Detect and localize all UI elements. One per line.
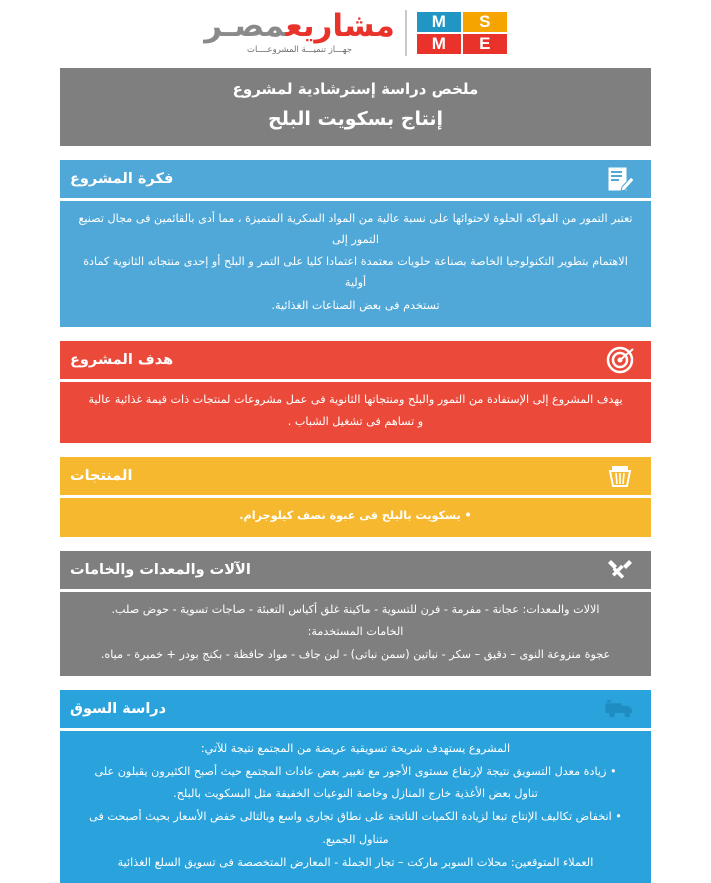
goal-line-2: و تساهم فى تشغيل الشباب . [287, 415, 424, 429]
section-body-market [60, 731, 651, 883]
section-body-project-goal [60, 382, 651, 443]
market-line-4: • انخفاض تكاليف الإنتاج تبعا لزيادة الكميات الناتجة على نطاق تجارى واسع وبالتالى خفض الأسعار بحيث أصبحت فى [89, 810, 622, 824]
section-body-equipment [60, 592, 651, 676]
section-header-project-idea [60, 160, 651, 198]
logo-arabic-main: مشاريعمصـر [204, 8, 395, 45]
brand-logo [0, 0, 711, 64]
equipment-line-1: الالات والمعدات: عجانة - مفرمة - فرن للتسوية - ماكينة غلق أكياس التعبئة - صاجات تسوية - حوض صلب. [111, 602, 600, 616]
logo-arabic-subtitle: جهـــاز تنميـــة المشروعــــات [246, 45, 353, 56]
idea-line-3: تستخدم فى بعض الصناعات الغذائية. [271, 298, 440, 312]
page-title: إنتاج بسكويت البلح [268, 108, 443, 130]
product-item-1: • بسكويت بالبلح فى عبوة نصف كيلوجرام. [239, 509, 472, 523]
section-title-project-goal: هدف المشروع [70, 351, 174, 368]
section-header-equipment [60, 551, 651, 589]
market-line-3: تناول بعض الأغذية خارج المنازل وخاصة النوعيات الخفيفة مثل البسكويت بالبلح. [173, 787, 538, 801]
section-project-goal [60, 341, 651, 443]
logo-divider [405, 10, 407, 56]
equipment-line-3: عجوة منزوعة النوى – دقيق – سكر - نباتين (سمن نباتى) - لبن جاف - مواد حافظة - بكنج بودر + خميرة - مياه. [100, 648, 611, 662]
market-line-6: العملاء المتوقعين: محلات السوبر ماركت – تجار الجملة - المعارض المتخصصة فى تسويق السلع الغذائية [117, 855, 594, 869]
section-body-products [60, 498, 651, 537]
logo-letter-m1: M [417, 12, 461, 32]
document-title-banner [60, 68, 651, 146]
section-title-equipment: الآلات والمعدات والخامات [70, 561, 251, 578]
logo-letter-m2: M [417, 34, 461, 54]
section-equipment-materials [60, 551, 651, 676]
document-pen-icon [603, 164, 637, 194]
logo-arabic-text [204, 8, 395, 56]
tools-icon [603, 555, 637, 585]
section-body-project-idea [60, 201, 651, 327]
idea-line-2: الاهتمام بتطوير التكنولوجيا الخاصة بصناعة حلويات معتمدة اعتمادا كليا على التمر و البلح أو إحدى منتجاته الثانوية كمادة أولية [83, 255, 628, 290]
market-line-1: المشروع يستهدف شريحة تسويقية عريضة من المجتمع نتيجة للآتي: [200, 741, 511, 755]
section-project-idea [60, 160, 651, 327]
section-market-study [60, 690, 651, 883]
logo-letter-e: E [463, 34, 507, 54]
market-line-5: متناول الجميع. [322, 832, 389, 846]
basket-icon [603, 461, 637, 491]
idea-line-1: تعتبر التمور من الفواكه الحلوة لاحتوائها على نسبة عالية من المواد السكرية المتميزة ، مما أدى بالقائمين فى مجال تصنيع التمور إلى [78, 212, 633, 246]
document-subtitle: ملخص دراسة إسترشادية لمشروع [232, 80, 479, 98]
section-title-project-idea: فكرة المشروع [70, 171, 174, 187]
section-header-market [60, 690, 651, 728]
section-products [60, 457, 651, 537]
section-header-products [60, 457, 651, 495]
goal-line-1: يهدف المشروع إلى الإستفادة من التمور والبلح ومنتجاتها الثانوية فى عمل مشروعات لمنتجات ذات قيمة غذائية عالية [88, 392, 623, 406]
section-header-project-goal [60, 341, 651, 379]
truck-icon [603, 694, 637, 724]
logo-letter-s: S [463, 12, 507, 32]
section-title-products: المنتجات [70, 468, 133, 485]
market-line-2: • زيادة معدل التسويق نتيجة لإرتفاع مستوى الأجور مع تغيير بعض عادات المجتمع حيث أصبح الكثيرون يقبلون على [94, 764, 617, 778]
equipment-line-2: الخامات المستخدمة: [307, 625, 404, 639]
section-title-market: دراسة السوق [70, 700, 167, 717]
logo-msme-blocks [417, 12, 507, 54]
target-icon [603, 345, 637, 375]
